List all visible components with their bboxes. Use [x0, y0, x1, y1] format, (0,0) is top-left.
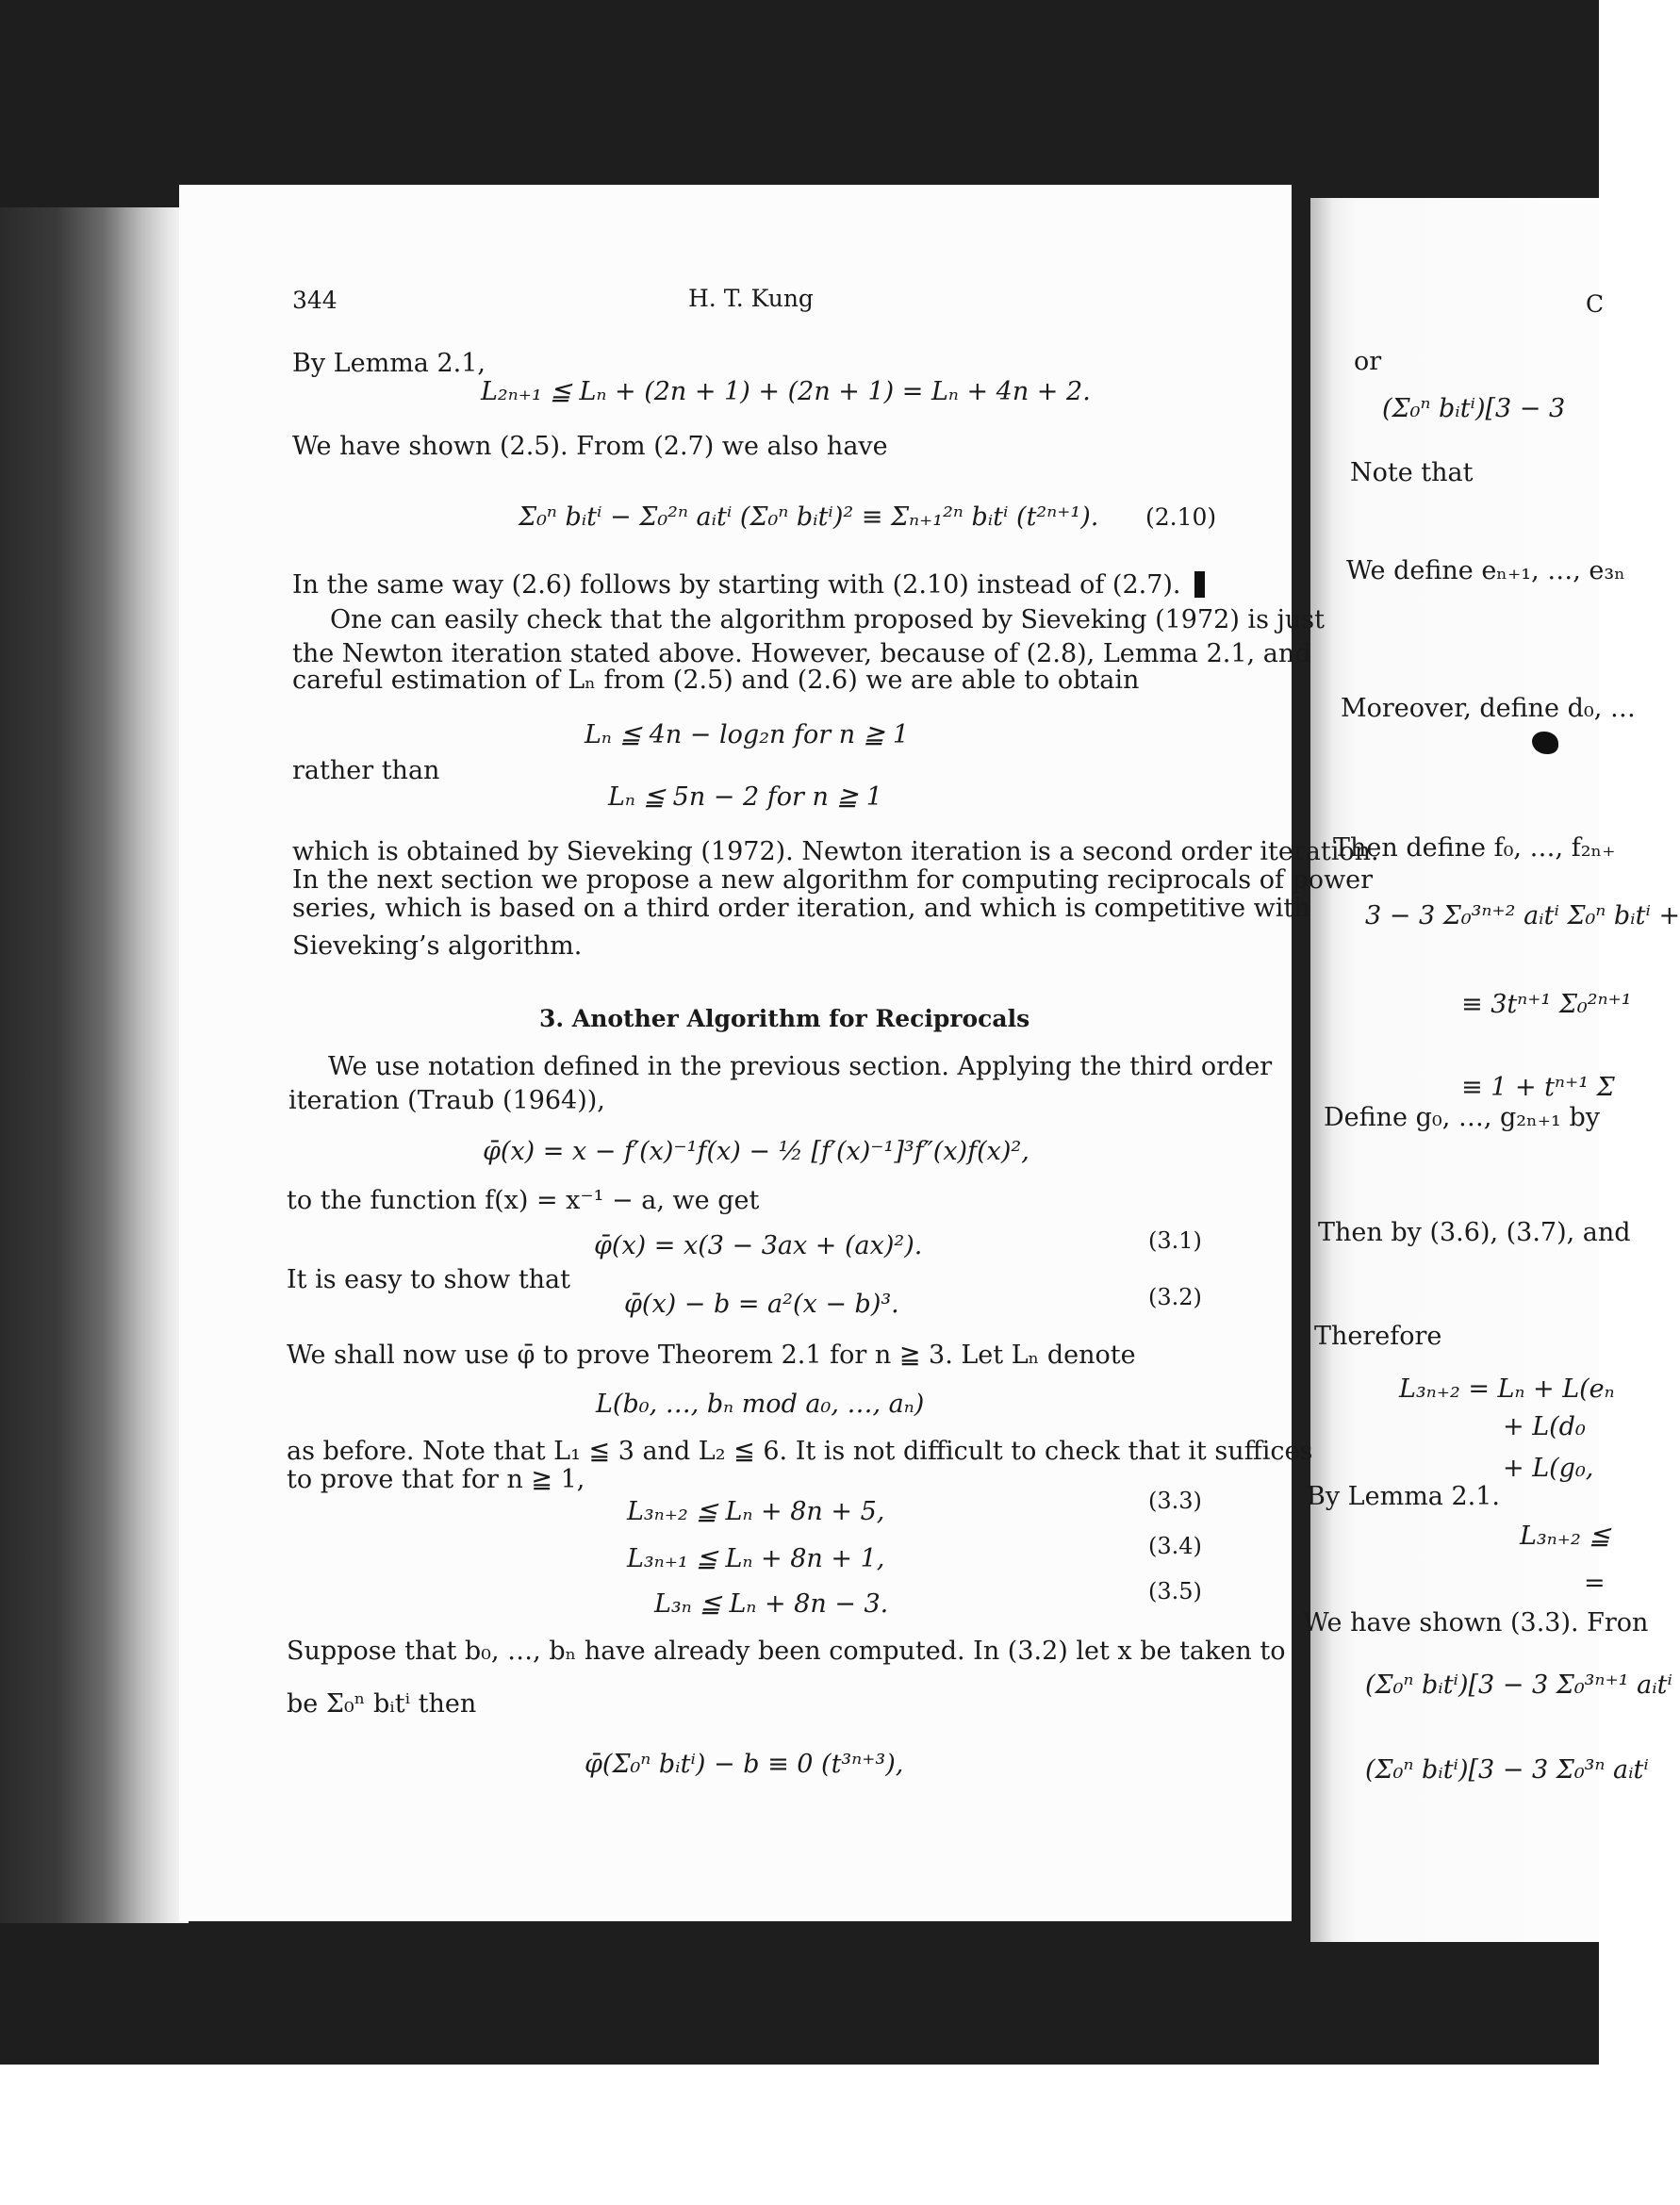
equation-number: (3.5) [1148, 1578, 1202, 1604]
text-line: We define eₙ₊₁, …, e₃ₙ [1346, 556, 1625, 585]
text-line: By Lemma 2.1, [292, 349, 486, 378]
running-head-author: H. T. Kung [688, 285, 814, 312]
equation: L₃ₙ₊₂ ≦ Lₙ + 8n + 5, [627, 1497, 885, 1526]
text-line: Define g₀, …, g₂ₙ₊₁ by [1324, 1103, 1601, 1132]
equation-number: (3.4) [1148, 1533, 1202, 1559]
text-line: We use notation defined in the previous section. Applying the third order [328, 1052, 1273, 1081]
equation: Lₙ ≦ 5n − 2 for n ≧ 1 [608, 782, 882, 812]
equation: + L(d₀ [1503, 1412, 1586, 1441]
text-line: One can easily check that the algorithm proposed by Sieveking (1972) is just [330, 605, 1325, 634]
text-line: Sieveking’s algorithm. [292, 931, 583, 961]
equation: (Σ₀ⁿ bᵢtⁱ)[3 − 3 Σ₀³ⁿ aᵢtⁱ [1365, 1755, 1649, 1785]
text-line: be Σ₀ⁿ bᵢtⁱ then [287, 1689, 477, 1719]
scan-bottom-margin [0, 2065, 1599, 2205]
text-line: Then define f₀, …, f₂ₙ₊ [1333, 833, 1616, 863]
equation: = [1584, 1569, 1606, 1598]
equation: L₃ₙ₊₂ ≦ [1520, 1522, 1610, 1551]
text-line: Then by (3.6), (3.7), and [1318, 1218, 1631, 1247]
text-line: Moreover, define d₀, … [1341, 694, 1636, 723]
text-line: or [1354, 347, 1382, 376]
text-line: the Newton iteration stated above. However, because of (2.8), Lemma 2.1, and [292, 639, 1311, 668]
text-line: In the next section we propose a new algorithm for computing reciprocals of power [292, 865, 1374, 895]
text-line: series, which is based on a third order iteration, and which is competitive with [292, 894, 1310, 923]
equation: φ̄(x) = x − f′(x)⁻¹f(x) − ½ [f′(x)⁻¹]³f″(x)f(x)², [483, 1137, 1029, 1166]
text-line: careful estimation of Lₙ from (2.5) and (2.6) we are able to obtain [292, 666, 1140, 695]
text-line: to prove that for n ≧ 1, [287, 1465, 585, 1494]
text-line: which is obtained by Sieveking (1972). Newton iteration is a second order iteration. [292, 837, 1379, 866]
equation: Lₙ ≦ 4n − log₂n for n ≧ 1 [585, 720, 910, 749]
text-line: rather than [292, 756, 440, 785]
text-line: It is easy to show that [287, 1265, 571, 1294]
equation: ≡ 3tⁿ⁺¹ Σ₀²ⁿ⁺¹ [1461, 990, 1632, 1019]
text-line: Note that [1350, 458, 1474, 487]
equation-number: (3.2) [1148, 1284, 1202, 1310]
equation-number: (3.1) [1148, 1227, 1202, 1254]
equation: ≡ 1 + tⁿ⁺¹ Σ [1461, 1073, 1615, 1102]
equation-number: (2.10) [1145, 503, 1217, 531]
equation: φ̄(Σ₀ⁿ bᵢtⁱ) − b ≡ 0 (t³ⁿ⁺³), [585, 1750, 904, 1779]
equation: Σ₀ⁿ bᵢtⁱ − Σ₀²ⁿ aᵢtⁱ (Σ₀ⁿ bᵢtⁱ)² ≡ Σₙ₊₁²ⁿ bᵢtⁱ (t²ⁿ⁺¹). [519, 502, 1099, 532]
equation: φ̄(x) − b = a²(x − b)³. [624, 1290, 899, 1319]
book-gutter [0, 207, 189, 1923]
text-line: We have shown (2.5). From (2.7) we also have [292, 432, 888, 461]
text-line: as before. Note that L₁ ≦ 3 and L₂ ≦ 6. It is not difficult to check that it suffices [287, 1437, 1313, 1466]
section-heading: 3. Another Algorithm for Reciprocals [539, 1005, 1030, 1032]
running-head-partial: C [1586, 290, 1605, 318]
equation: + L(g₀, [1503, 1454, 1594, 1483]
text-line: Therefore [1314, 1322, 1442, 1351]
text-line: to the function f(x) = x⁻¹ − a, we get [287, 1186, 760, 1215]
text-line: Suppose that b₀, …, bₙ have already been computed. In (3.2) let x be taken to [287, 1637, 1286, 1666]
equation: L(b₀, …, bₙ mod a₀, …, aₙ) [596, 1390, 925, 1419]
equation: L₃ₙ₊₁ ≦ Lₙ + 8n + 1, [627, 1544, 885, 1573]
equation-number: (3.3) [1148, 1488, 1202, 1514]
ink-blot [1532, 732, 1558, 754]
equation: L₂ₙ₊₁ ≦ Lₙ + (2n + 1) + (2n + 1) = Lₙ + 4n + 2. [481, 377, 1091, 406]
equation: (Σ₀ⁿ bᵢtⁱ)[3 − 3 [1382, 394, 1566, 423]
text-line: iteration (Traub (1964)), [288, 1086, 605, 1115]
equation: φ̄(x) = x(3 − 3ax + (ax)²). [594, 1231, 923, 1260]
text-line: In the same way (2.6) follows by starting with (2.10) instead of (2.7). [292, 570, 1181, 600]
text-line: We have shown (3.3). Fron [1303, 1608, 1649, 1637]
qed-mark [1194, 571, 1205, 598]
equation: L₃ₙ₊₂ = Lₙ + L(eₙ [1399, 1374, 1615, 1404]
text-line: By Lemma 2.1. [1307, 1482, 1500, 1511]
equation: L₃ₙ ≦ Lₙ + 8n − 3. [654, 1589, 889, 1619]
equation: 3 − 3 Σ₀³ⁿ⁺² aᵢtⁱ Σ₀ⁿ bᵢtⁱ + [1365, 901, 1680, 930]
equation: (Σ₀ⁿ bᵢtⁱ)[3 − 3 Σ₀³ⁿ⁺¹ aᵢtⁱ [1365, 1670, 1672, 1700]
page-number: 344 [292, 287, 338, 314]
text-line: We shall now use φ̄ to prove Theorem 2.1 for n ≧ 3. Let Lₙ denote [287, 1341, 1136, 1370]
